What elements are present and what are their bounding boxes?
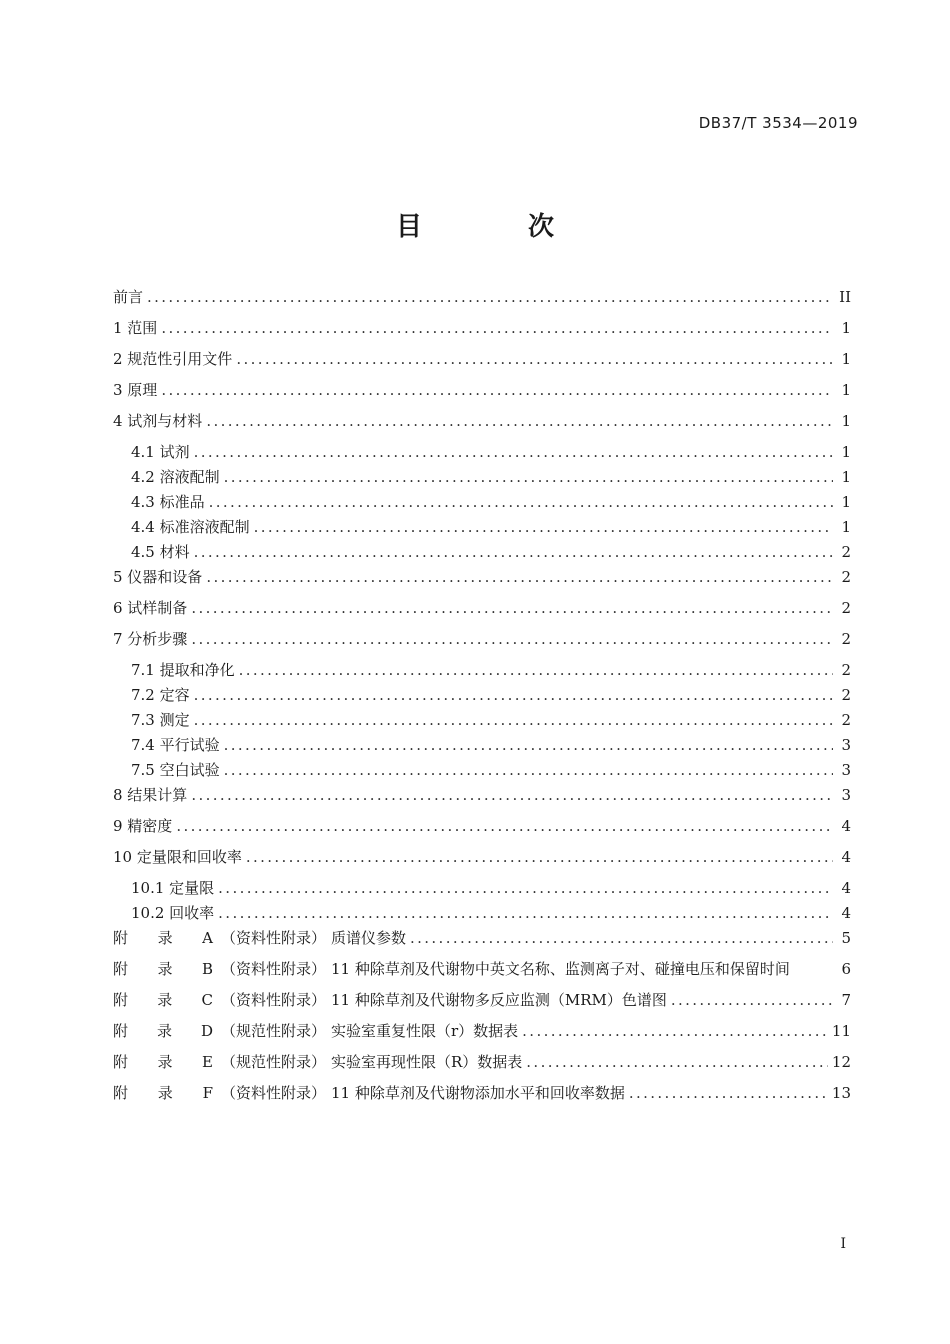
annex-name: 11 种除草剂及代谢物中英文名称、监测离子对、碰撞电压和保留时间: [331, 960, 790, 978]
annex-type: （资料性附录）: [221, 1084, 327, 1102]
annex-type: （资料性附录）: [221, 960, 327, 978]
toc-entry-page: 1: [841, 443, 851, 461]
toc-entry-page: 3: [841, 736, 851, 754]
dot-leader: [206, 410, 833, 432]
toc-entry-label: 4 试剂与材料: [113, 412, 203, 430]
dot-leader: [191, 597, 833, 619]
annex-heading: [113, 927, 221, 949]
toc-entry-page: 1: [841, 518, 851, 536]
toc-entry-page: 4: [841, 904, 851, 922]
annex-heading-c1: 附: [113, 1084, 129, 1102]
toc-entry[interactable]: [113, 709, 851, 734]
toc-entry[interactable]: [113, 466, 851, 491]
annex-page: 13: [831, 1084, 851, 1102]
toc-entry[interactable]: [113, 441, 851, 466]
dot-leader: [209, 491, 833, 513]
toc-entry-page: 4: [841, 817, 851, 835]
annex-heading-c1: 附: [113, 1053, 129, 1071]
toc-entry-page: II: [839, 288, 851, 306]
toc-entry[interactable]: [113, 784, 851, 815]
dot-leader: [161, 317, 833, 339]
toc-entry[interactable]: [113, 902, 851, 927]
annex-heading-letter: E: [202, 1053, 213, 1071]
toc-annex-entry[interactable]: [113, 958, 851, 989]
toc-annex-entry[interactable]: [113, 927, 851, 958]
toc-entry[interactable]: [113, 491, 851, 516]
annex-heading-letter: C: [201, 991, 213, 1009]
toc-entry-label: 7.1 提取和净化: [131, 661, 235, 679]
annex-name: 实验室再现性限（R）数据表: [331, 1053, 523, 1071]
toc-entry-page: 2: [841, 599, 851, 617]
dot-leader: [629, 1082, 828, 1104]
annex-heading-letter: A: [202, 929, 213, 947]
toc-entry-label: 4.1 试剂: [131, 443, 190, 461]
toc-entry[interactable]: [113, 410, 851, 441]
toc-entry-label: 1 范围: [113, 319, 158, 337]
toc-entry[interactable]: [113, 597, 851, 628]
annex-heading-letter: F: [202, 1084, 213, 1102]
toc-annex-entry[interactable]: [113, 989, 851, 1020]
toc-entry[interactable]: [113, 516, 851, 541]
toc-entry-page: 1: [841, 493, 851, 511]
annex-page: 12: [831, 1053, 851, 1071]
toc-entry-label: 10 定量限和回收率: [113, 848, 242, 866]
toc-entry-label: 7.4 平行试验: [131, 736, 220, 754]
dot-leader: [194, 709, 833, 731]
toc-entry-label: 10.1 定量限: [131, 879, 215, 897]
dot-leader: [218, 902, 833, 924]
dot-leader: [239, 659, 833, 681]
annex-heading: [113, 958, 221, 980]
toc-entry[interactable]: [113, 684, 851, 709]
annex-heading-c2: 录: [157, 1053, 173, 1071]
annex-heading-c2: 录: [157, 1084, 173, 1102]
toc-entry-label: 7.3 测定: [131, 711, 190, 729]
toc-entry[interactable]: [113, 317, 851, 348]
annex-name: 11 种除草剂及代谢物多反应监测（MRM）色谱图: [331, 991, 667, 1009]
toc-entry-label: 4.3 标准品: [131, 493, 205, 511]
toc-entry-label: 10.2 回收率: [131, 904, 215, 922]
page-title: 目 次: [395, 212, 594, 242]
annex-heading-letter: B: [201, 960, 213, 978]
toc-entry-label: 7 分析步骤: [113, 630, 188, 648]
toc-entry[interactable]: [113, 379, 851, 410]
toc-entry-label: 4.2 溶液配制: [131, 468, 220, 486]
toc-entry-page: 2: [841, 661, 851, 679]
toc-entry-label: 5 仪器和设备: [113, 568, 203, 586]
annex-type: （资料性附录）: [221, 929, 327, 947]
annex-heading-c1: 附: [113, 929, 129, 947]
dot-leader: [147, 286, 833, 308]
dot-leader: [224, 759, 833, 781]
annex-page: 6: [841, 960, 851, 978]
standard-code: DB37/T 3534—2019: [698, 114, 858, 132]
dot-leader: [246, 846, 833, 868]
dot-leader: [194, 541, 833, 563]
annex-heading: [113, 1051, 221, 1073]
toc-entry-page: 2: [841, 568, 851, 586]
table-of-contents: [113, 286, 851, 1113]
toc-entry-page: 1: [841, 319, 851, 337]
dot-leader: [194, 441, 833, 463]
toc-entry[interactable]: [113, 541, 851, 566]
annex-name: 质谱仪参数: [331, 929, 407, 947]
toc-annex-entry[interactable]: [113, 1051, 851, 1082]
toc-entry-page: 2: [841, 686, 851, 704]
toc-entry-label: 4.4 标准溶液配制: [131, 518, 250, 536]
toc-entry-label: 7.2 定容: [131, 686, 190, 704]
toc-entry-label: 9 精密度: [113, 817, 173, 835]
dot-leader: [194, 684, 833, 706]
toc-entry-page: 2: [841, 543, 851, 561]
toc-entry-label: 前言: [113, 288, 144, 306]
toc-entry[interactable]: [113, 286, 851, 317]
toc-entry-page: 1: [841, 350, 851, 368]
annex-page: 5: [841, 929, 851, 947]
toc-entry-page: 1: [841, 468, 851, 486]
dot-leader: [161, 379, 833, 401]
toc-entry[interactable]: [113, 628, 851, 659]
dot-leader: [522, 1020, 828, 1042]
annex-heading-c1: 附: [113, 1022, 129, 1040]
toc-entry[interactable]: [113, 659, 851, 684]
annex-heading-c2: 录: [156, 1022, 172, 1040]
toc-entry-page: 2: [841, 711, 851, 729]
toc-entry-label: 7.5 空白试验: [131, 761, 220, 779]
annex-heading: [113, 1020, 221, 1042]
annex-type: （规范性附录）: [221, 1053, 327, 1071]
toc-entry-label: 6 试样制备: [113, 599, 188, 617]
annex-type: （规范性附录）: [221, 1022, 327, 1040]
toc-entry-label: 8 结果计算: [113, 786, 188, 804]
dot-leader: [206, 566, 833, 588]
dot-leader: [191, 784, 833, 806]
toc-entry-page: 3: [841, 786, 851, 804]
annex-heading-c2: 录: [157, 960, 173, 978]
toc-entry-page: 2: [841, 630, 851, 648]
annex-page: 7: [841, 991, 851, 1009]
page-number: I: [840, 1236, 846, 1252]
annex-heading-letter: D: [200, 1022, 213, 1040]
dot-leader: [218, 877, 833, 899]
toc-entry[interactable]: [113, 566, 851, 597]
annex-heading: [113, 989, 221, 1011]
annex-name: 11 种除草剂及代谢物添加水平和回收率数据: [331, 1084, 625, 1102]
annex-type: （资料性附录）: [221, 991, 327, 1009]
toc-annex-entry[interactable]: [113, 1020, 851, 1051]
dot-leader: [671, 989, 833, 1011]
toc-annex-entry[interactable]: [113, 1082, 851, 1113]
toc-entry[interactable]: [113, 877, 851, 902]
toc-entry-page: 3: [841, 761, 851, 779]
toc-entry[interactable]: [113, 734, 851, 759]
dot-leader: [224, 734, 833, 756]
dot-leader: [410, 927, 833, 949]
toc-entry[interactable]: [113, 759, 851, 784]
annex-heading-c1: 附: [113, 991, 129, 1009]
dot-leader: [254, 516, 833, 538]
dot-leader: [236, 348, 833, 370]
annex-heading: [113, 1082, 221, 1104]
toc-entry-label: 2 规范性引用文件: [113, 350, 233, 368]
dot-leader: [526, 1051, 828, 1073]
toc-entry-page: 4: [841, 879, 851, 897]
toc-entry-page: 4: [841, 848, 851, 866]
annex-heading-c2: 录: [157, 991, 173, 1009]
toc-entry-label: 4.5 材料: [131, 543, 190, 561]
dot-leader: [176, 815, 833, 837]
annex-heading-c1: 附: [113, 960, 129, 978]
toc-entry[interactable]: [113, 846, 851, 877]
toc-entry-page: 1: [841, 381, 851, 399]
dot-leader: [224, 466, 833, 488]
annex-heading-c2: 录: [157, 929, 173, 947]
annex-name: 实验室重复性限（r）数据表: [331, 1022, 519, 1040]
toc-entry-label: 3 原理: [113, 381, 158, 399]
toc-entry[interactable]: [113, 348, 851, 379]
annex-page: 11: [831, 1022, 851, 1040]
toc-entry-page: 1: [841, 412, 851, 430]
dot-leader: [191, 628, 833, 650]
toc-entry[interactable]: [113, 815, 851, 846]
